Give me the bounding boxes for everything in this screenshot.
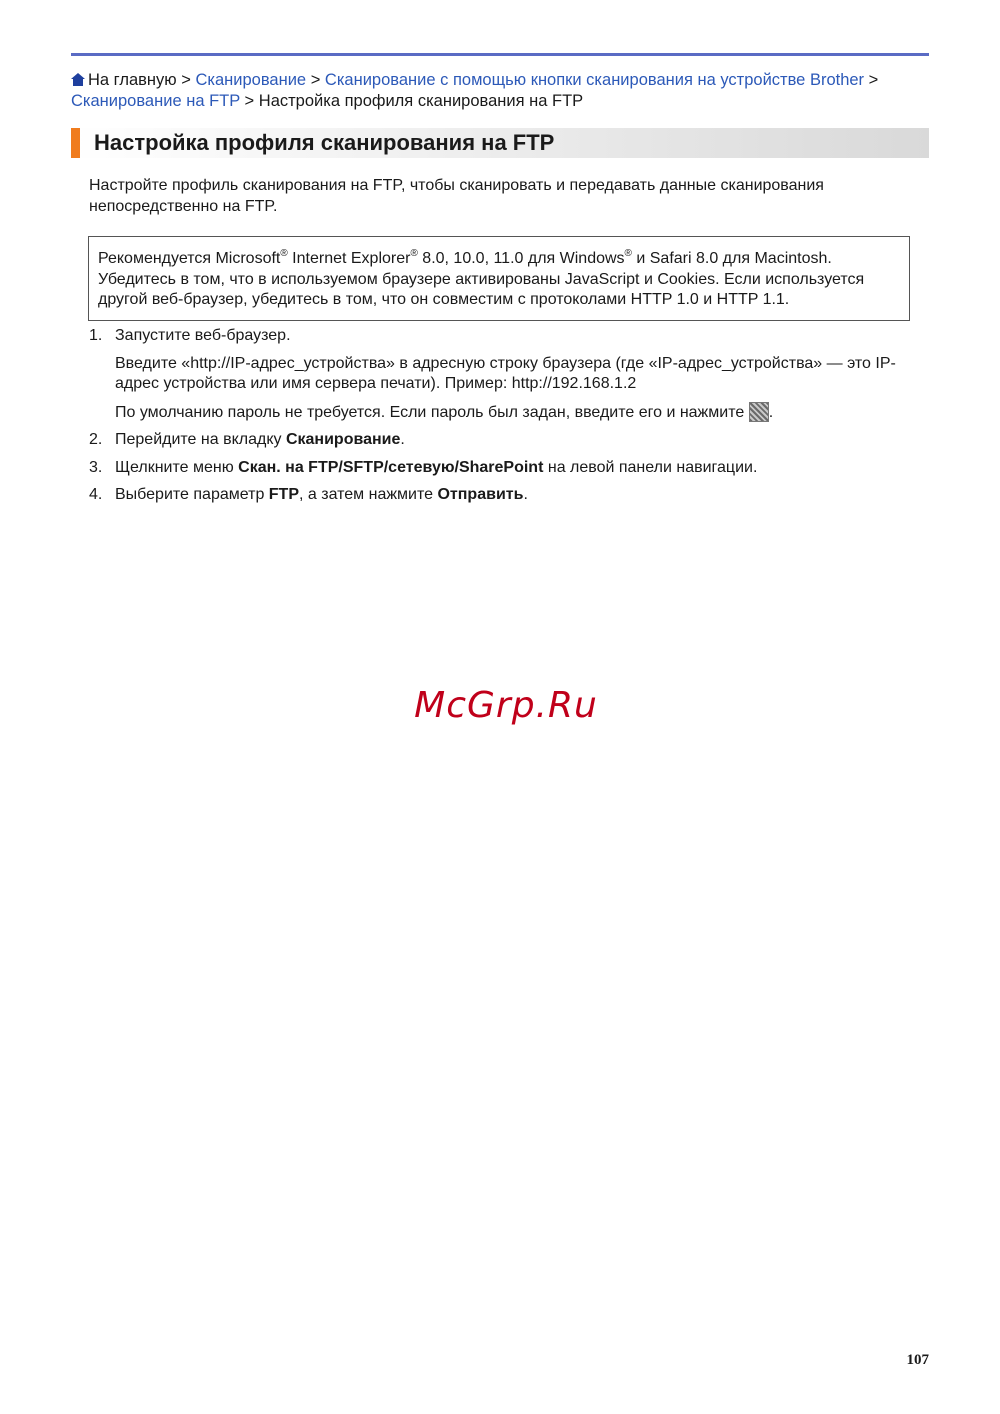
step-2	[89, 430, 919, 451]
ui-term: Отправить	[437, 486, 524, 503]
breadcrumb-separator: >	[181, 71, 191, 89]
registered-mark: ®	[410, 248, 418, 259]
steps-list	[89, 326, 919, 506]
breadcrumb-separator: >	[310, 71, 321, 89]
watermark: McGrp.Ru	[414, 685, 598, 726]
home-icon[interactable]	[71, 73, 85, 86]
step-text-part: на левой панели навигации.	[543, 458, 758, 476]
note-box	[88, 236, 910, 321]
step-number: 3.	[89, 458, 103, 476]
step-subtext-password	[115, 402, 919, 424]
title-accent-bar	[71, 128, 80, 158]
step-3	[89, 458, 919, 479]
submit-arrow-icon	[749, 402, 769, 422]
intro-paragraph: Настройте профиль сканирования на FTP, чтобы сканировать и передавать данные сканирования непосредственно на FTP.	[89, 177, 824, 215]
step-subtext: .	[768, 403, 774, 421]
note-text: и Safari 8.0 для Macintosh. Убедитесь в том, что в используемом браузере активированы JavaScript и Cookies. Если используется другой веб-браузер, убедитесь в том, что он совместим с протоколами HTTP 1.0 и HTTP 1.1.	[98, 250, 865, 308]
note-text: Internet Explorer	[287, 250, 411, 267]
breadcrumb-home[interactable]: На главную	[88, 71, 177, 89]
page-number: 107	[906, 1352, 929, 1368]
page-title-banner	[71, 128, 929, 158]
step-text: Запустите веб-браузер.	[115, 327, 291, 344]
step-text	[115, 430, 919, 451]
step-text-part: , а затем нажмите	[299, 486, 438, 503]
step-subtext: Введите «http://IP-адрес_устройства» в адресную строку браузера (где «IP-адрес_устройства» — это IP-адрес устройства или имя сервера печати). Пример: http://192.168.1.2	[115, 354, 896, 392]
step-number: 2.	[89, 431, 103, 448]
registered-mark: ®	[624, 248, 632, 259]
step-text-part: .	[523, 486, 528, 503]
step-text-part: Щелкните меню	[115, 458, 239, 476]
breadcrumb-separator: >	[244, 92, 255, 110]
breadcrumb-link-scan-to-ftp[interactable]: Сканирование на FTP	[71, 92, 240, 110]
breadcrumb-link-scan-button[interactable]: Сканирование с помощью кнопки сканирования на устройстве Brother	[324, 71, 865, 89]
note-text: 8.0, 10.0, 11.0 для Windows	[417, 250, 625, 267]
step-text-part: Выберите параметр	[115, 486, 269, 503]
ui-term: FTP	[268, 486, 299, 503]
ui-term: Скан. на FTP/SFTP/сетевую/SharePoint	[238, 458, 544, 476]
top-rule	[71, 53, 929, 56]
step-1	[89, 326, 919, 423]
breadcrumb	[71, 70, 931, 112]
step-text	[115, 458, 919, 479]
step-text	[115, 485, 919, 506]
step-number: 4.	[89, 486, 103, 503]
breadcrumb-current: Настройка профиля сканирования на FTP	[258, 92, 584, 110]
step-text-part: .	[400, 431, 405, 448]
step-number: 1.	[89, 327, 103, 344]
ui-term: Сканирование	[285, 431, 401, 448]
step-subtext: По умолчанию пароль не требуется. Если пароль был задан, введите его и нажмите	[115, 403, 745, 421]
note-text: Рекомендуется Microsoft	[98, 250, 281, 267]
step-4	[89, 485, 919, 506]
breadcrumb-separator: >	[868, 71, 879, 89]
breadcrumb-link-scanning[interactable]: Сканирование	[195, 71, 307, 89]
step-text-part: Перейдите на вкладку	[115, 431, 286, 448]
registered-mark: ®	[280, 248, 288, 259]
page-title: Настройка профиля сканирования на FTP	[94, 130, 555, 155]
